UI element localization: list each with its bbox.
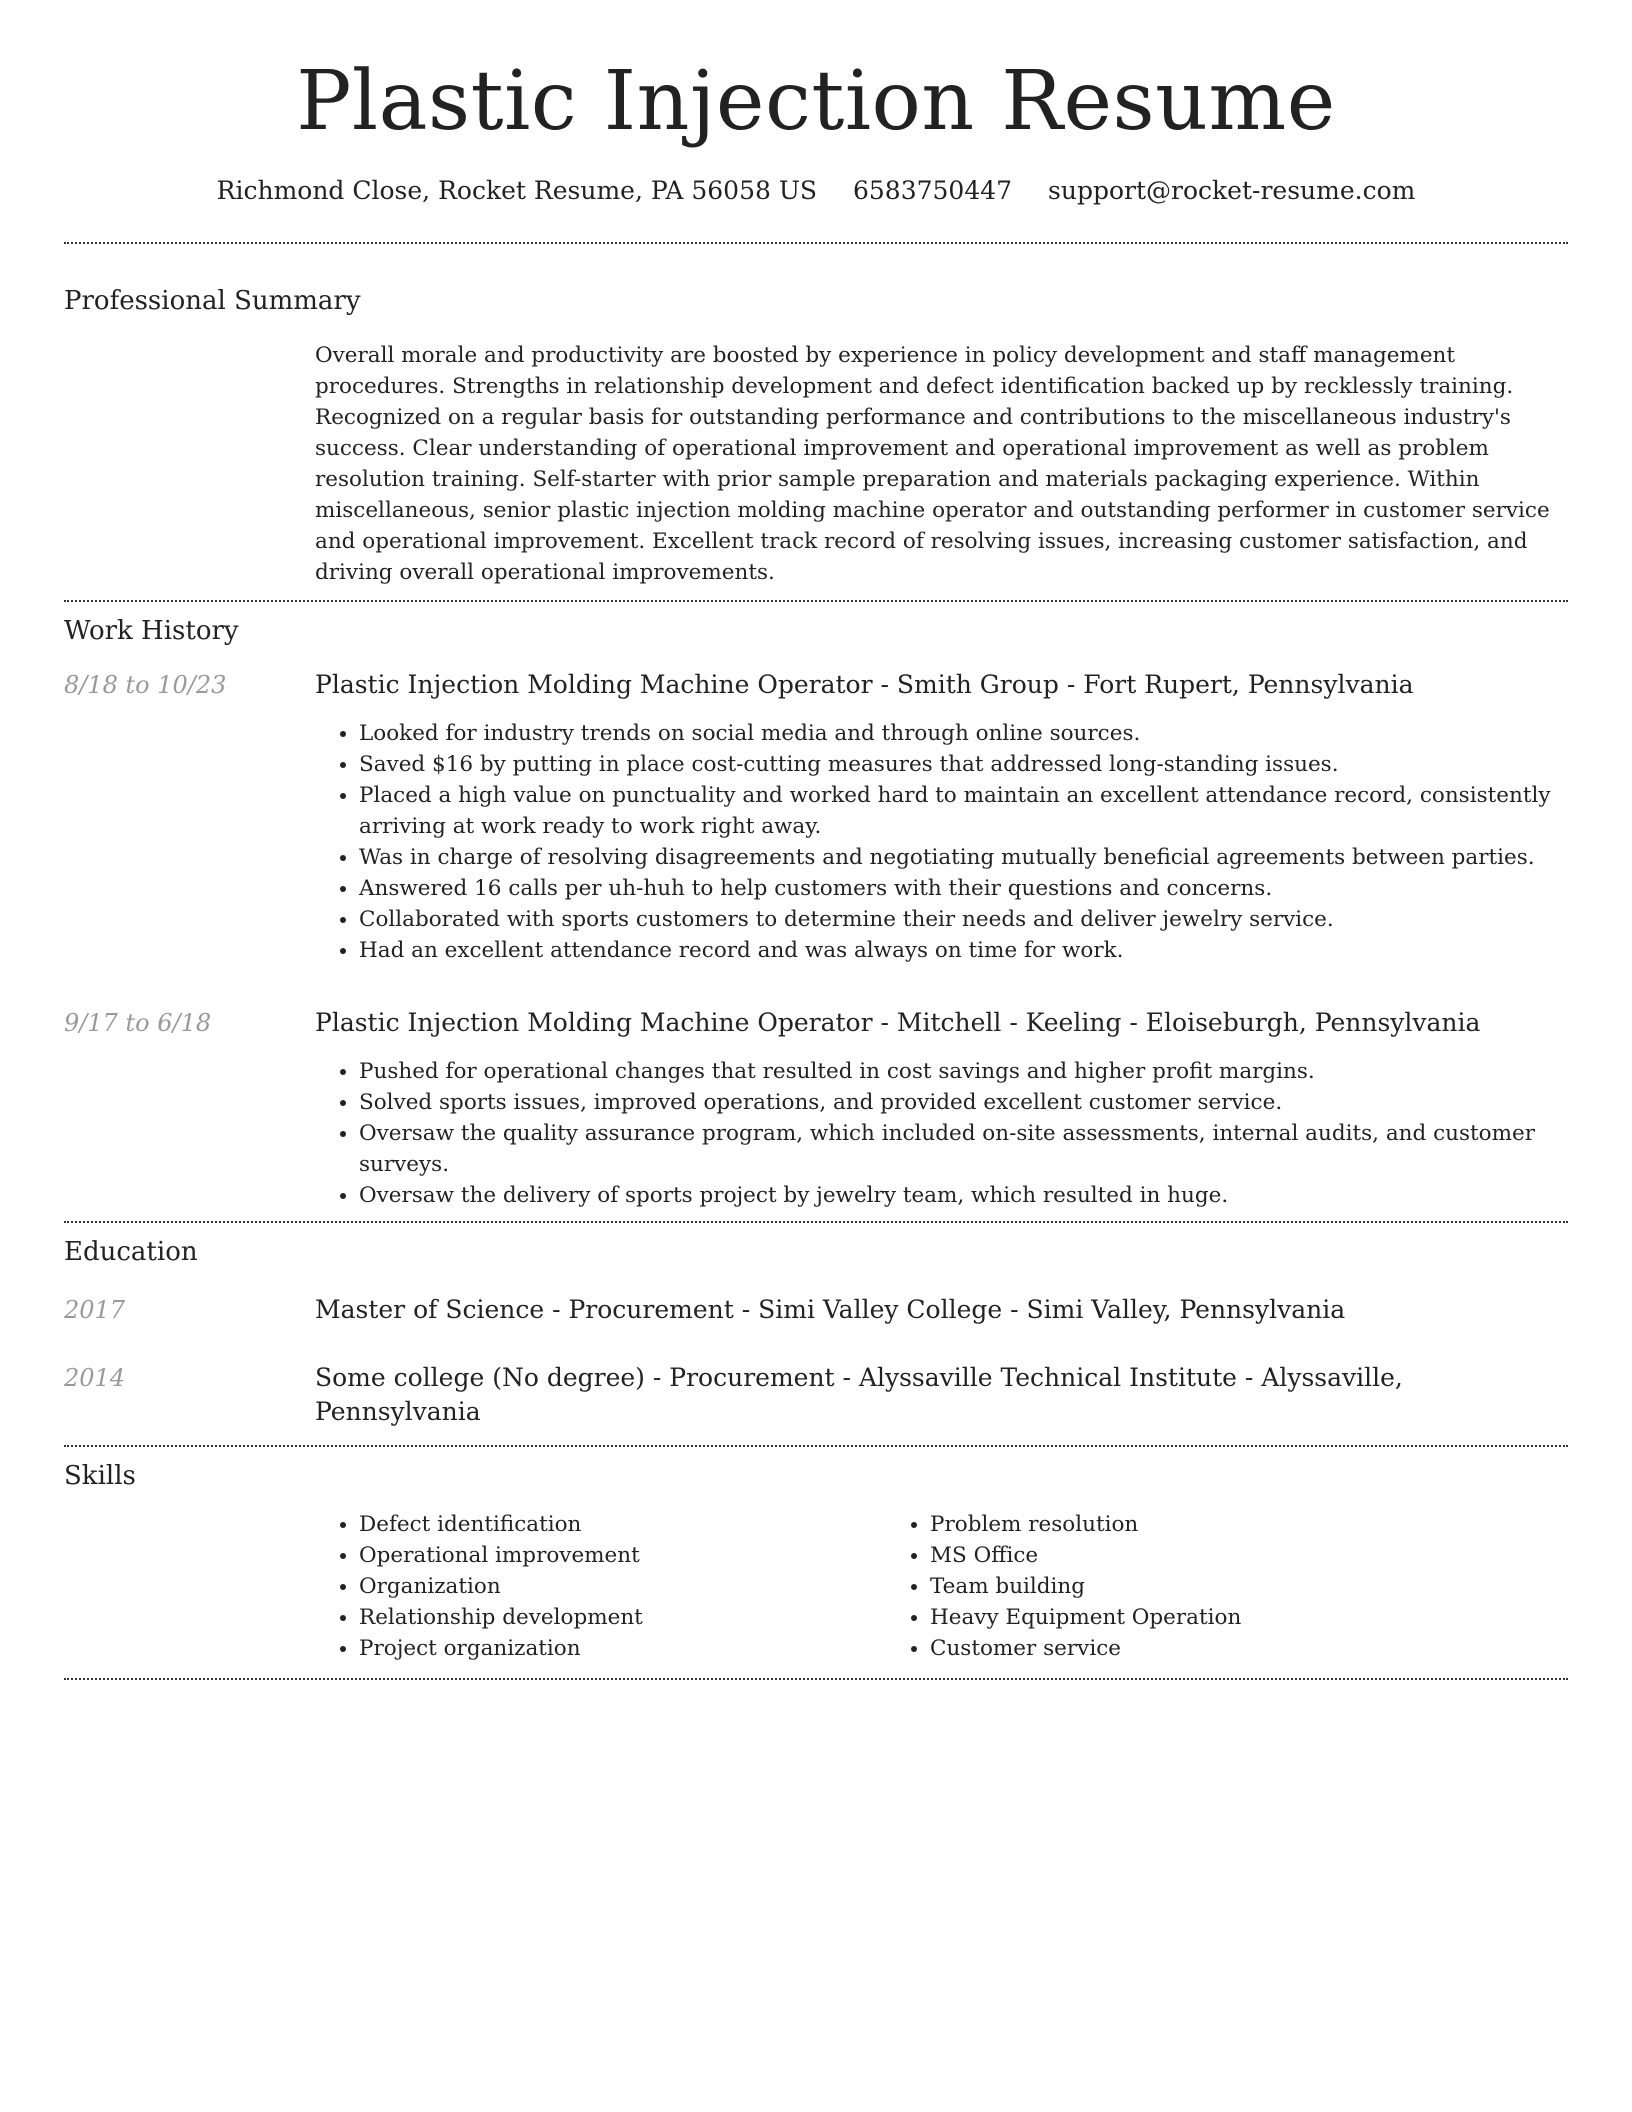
education-year: 2017	[64, 1296, 126, 1324]
education-heading: Master of Science - Procurement - Simi Valley College - Simi Valley, Pennsylvania	[315, 1295, 1346, 1324]
divider	[64, 1678, 1568, 1680]
skill-item: • MS Office	[930, 1540, 1457, 1571]
list-item: • Was in charge of resolving disagreements and negotiating mutually beneficial agreements between parties.	[359, 842, 1568, 873]
phone-text: 6583750447	[853, 176, 1013, 205]
job-entry	[64, 1006, 1568, 1211]
summary-section	[64, 284, 1568, 600]
job-bullets	[315, 718, 1568, 966]
job-dates: 8/18 to 10/23	[64, 671, 227, 699]
skill-item: • Operational improvement	[359, 1540, 886, 1571]
summary-text: Overall morale and productivity are boosted by experience in policy development and staff management procedures. Strengths in relationship development and defect identification backed up by recklessly training. Recognized on a regular basis for outstanding performance and contributions to the miscellaneous industry's success. Clear understanding of operational improvement and operational improvement as well as problem resolution training. Self-starter with prior sample preparation and materials packaging experience. Within miscellaneous, senior plastic injection molding machine operator and outstanding performer in customer service and operational improvement. Excellent track record of resolving issues, increasing customer satisfaction, and driving overall operational improvements.	[315, 343, 1550, 585]
address-text: Richmond Close, Rocket Resume, PA 56058 US	[216, 176, 818, 205]
section-title-education: Education	[64, 1237, 198, 1267]
job-entry	[64, 668, 1568, 966]
skills-section	[64, 1459, 1568, 1678]
list-item: • Looked for industry trends on social media and through online sources.	[359, 718, 1568, 749]
skill-item: • Team building	[930, 1571, 1457, 1602]
education-entry	[64, 1293, 1568, 1327]
list-item: • Saved $16 by putting in place cost-cutting measures that addressed long-standing issues.	[359, 749, 1568, 780]
education-year: 2014	[64, 1364, 126, 1392]
job-heading: Plastic Injection Molding Machine Operator - Mitchell - Keeling - Eloiseburgh, Pennsylvania	[315, 1008, 1481, 1037]
divider	[64, 600, 1568, 602]
list-item: • Had an excellent attendance record and was always on time for work.	[359, 935, 1568, 966]
email-link[interactable]: support@rocket-resume.com	[1048, 176, 1416, 205]
skill-item: • Defect identification	[359, 1509, 886, 1540]
divider	[64, 1445, 1568, 1447]
list-item: • Solved sports issues, improved operations, and provided excellent customer service.	[359, 1087, 1568, 1118]
job-bullets	[315, 1056, 1568, 1211]
divider	[64, 242, 1568, 244]
list-item: • Answered 16 calls per uh-huh to help customers with their questions and concerns.	[359, 873, 1568, 904]
divider	[64, 1221, 1568, 1223]
education-heading: Some college (No degree) - Procurement - Alyssaville Technical Institute - Alyssaville, Pennsylvania	[315, 1363, 1403, 1426]
skill-item: • Organization	[359, 1571, 886, 1602]
skill-item: • Project organization	[359, 1633, 886, 1664]
work-history-section	[64, 614, 1568, 1221]
contact-line	[64, 174, 1568, 208]
resume-page	[64, 0, 1568, 1680]
list-item: • Placed a high value on punctuality and worked hard to maintain an excellent attendance record, consistently arriving at work ready to work right away.	[359, 780, 1568, 842]
list-item: • Oversaw the delivery of sports project by jewelry team, which resulted in huge.	[359, 1180, 1568, 1211]
resume-title: Plastic Injection Resume	[296, 54, 1336, 149]
job-heading: Plastic Injection Molding Machine Operator - Smith Group - Fort Rupert, Pennsylvania	[315, 670, 1414, 699]
list-item: • Oversaw the quality assurance program, which included on-site assessments, internal audits, and customer surveys.	[359, 1118, 1568, 1180]
job-dates: 9/17 to 6/18	[64, 1009, 212, 1037]
skill-item: • Problem resolution	[930, 1509, 1457, 1540]
skill-item: • Relationship development	[359, 1602, 886, 1633]
list-item: • Pushed for operational changes that resulted in cost savings and higher profit margins.	[359, 1056, 1568, 1087]
section-title-summary: Professional Summary	[64, 286, 361, 316]
education-section	[64, 1235, 1568, 1445]
skills-list-left	[315, 1509, 886, 1664]
skill-item: • Heavy Equipment Operation	[930, 1602, 1457, 1633]
skills-list-right	[886, 1509, 1457, 1664]
education-entry	[64, 1361, 1568, 1429]
section-title-skills: Skills	[64, 1461, 136, 1491]
section-title-work-history: Work History	[64, 616, 239, 646]
list-item: • Collaborated with sports customers to determine their needs and deliver jewelry service.	[359, 904, 1568, 935]
skill-item: • Customer service	[930, 1633, 1457, 1664]
